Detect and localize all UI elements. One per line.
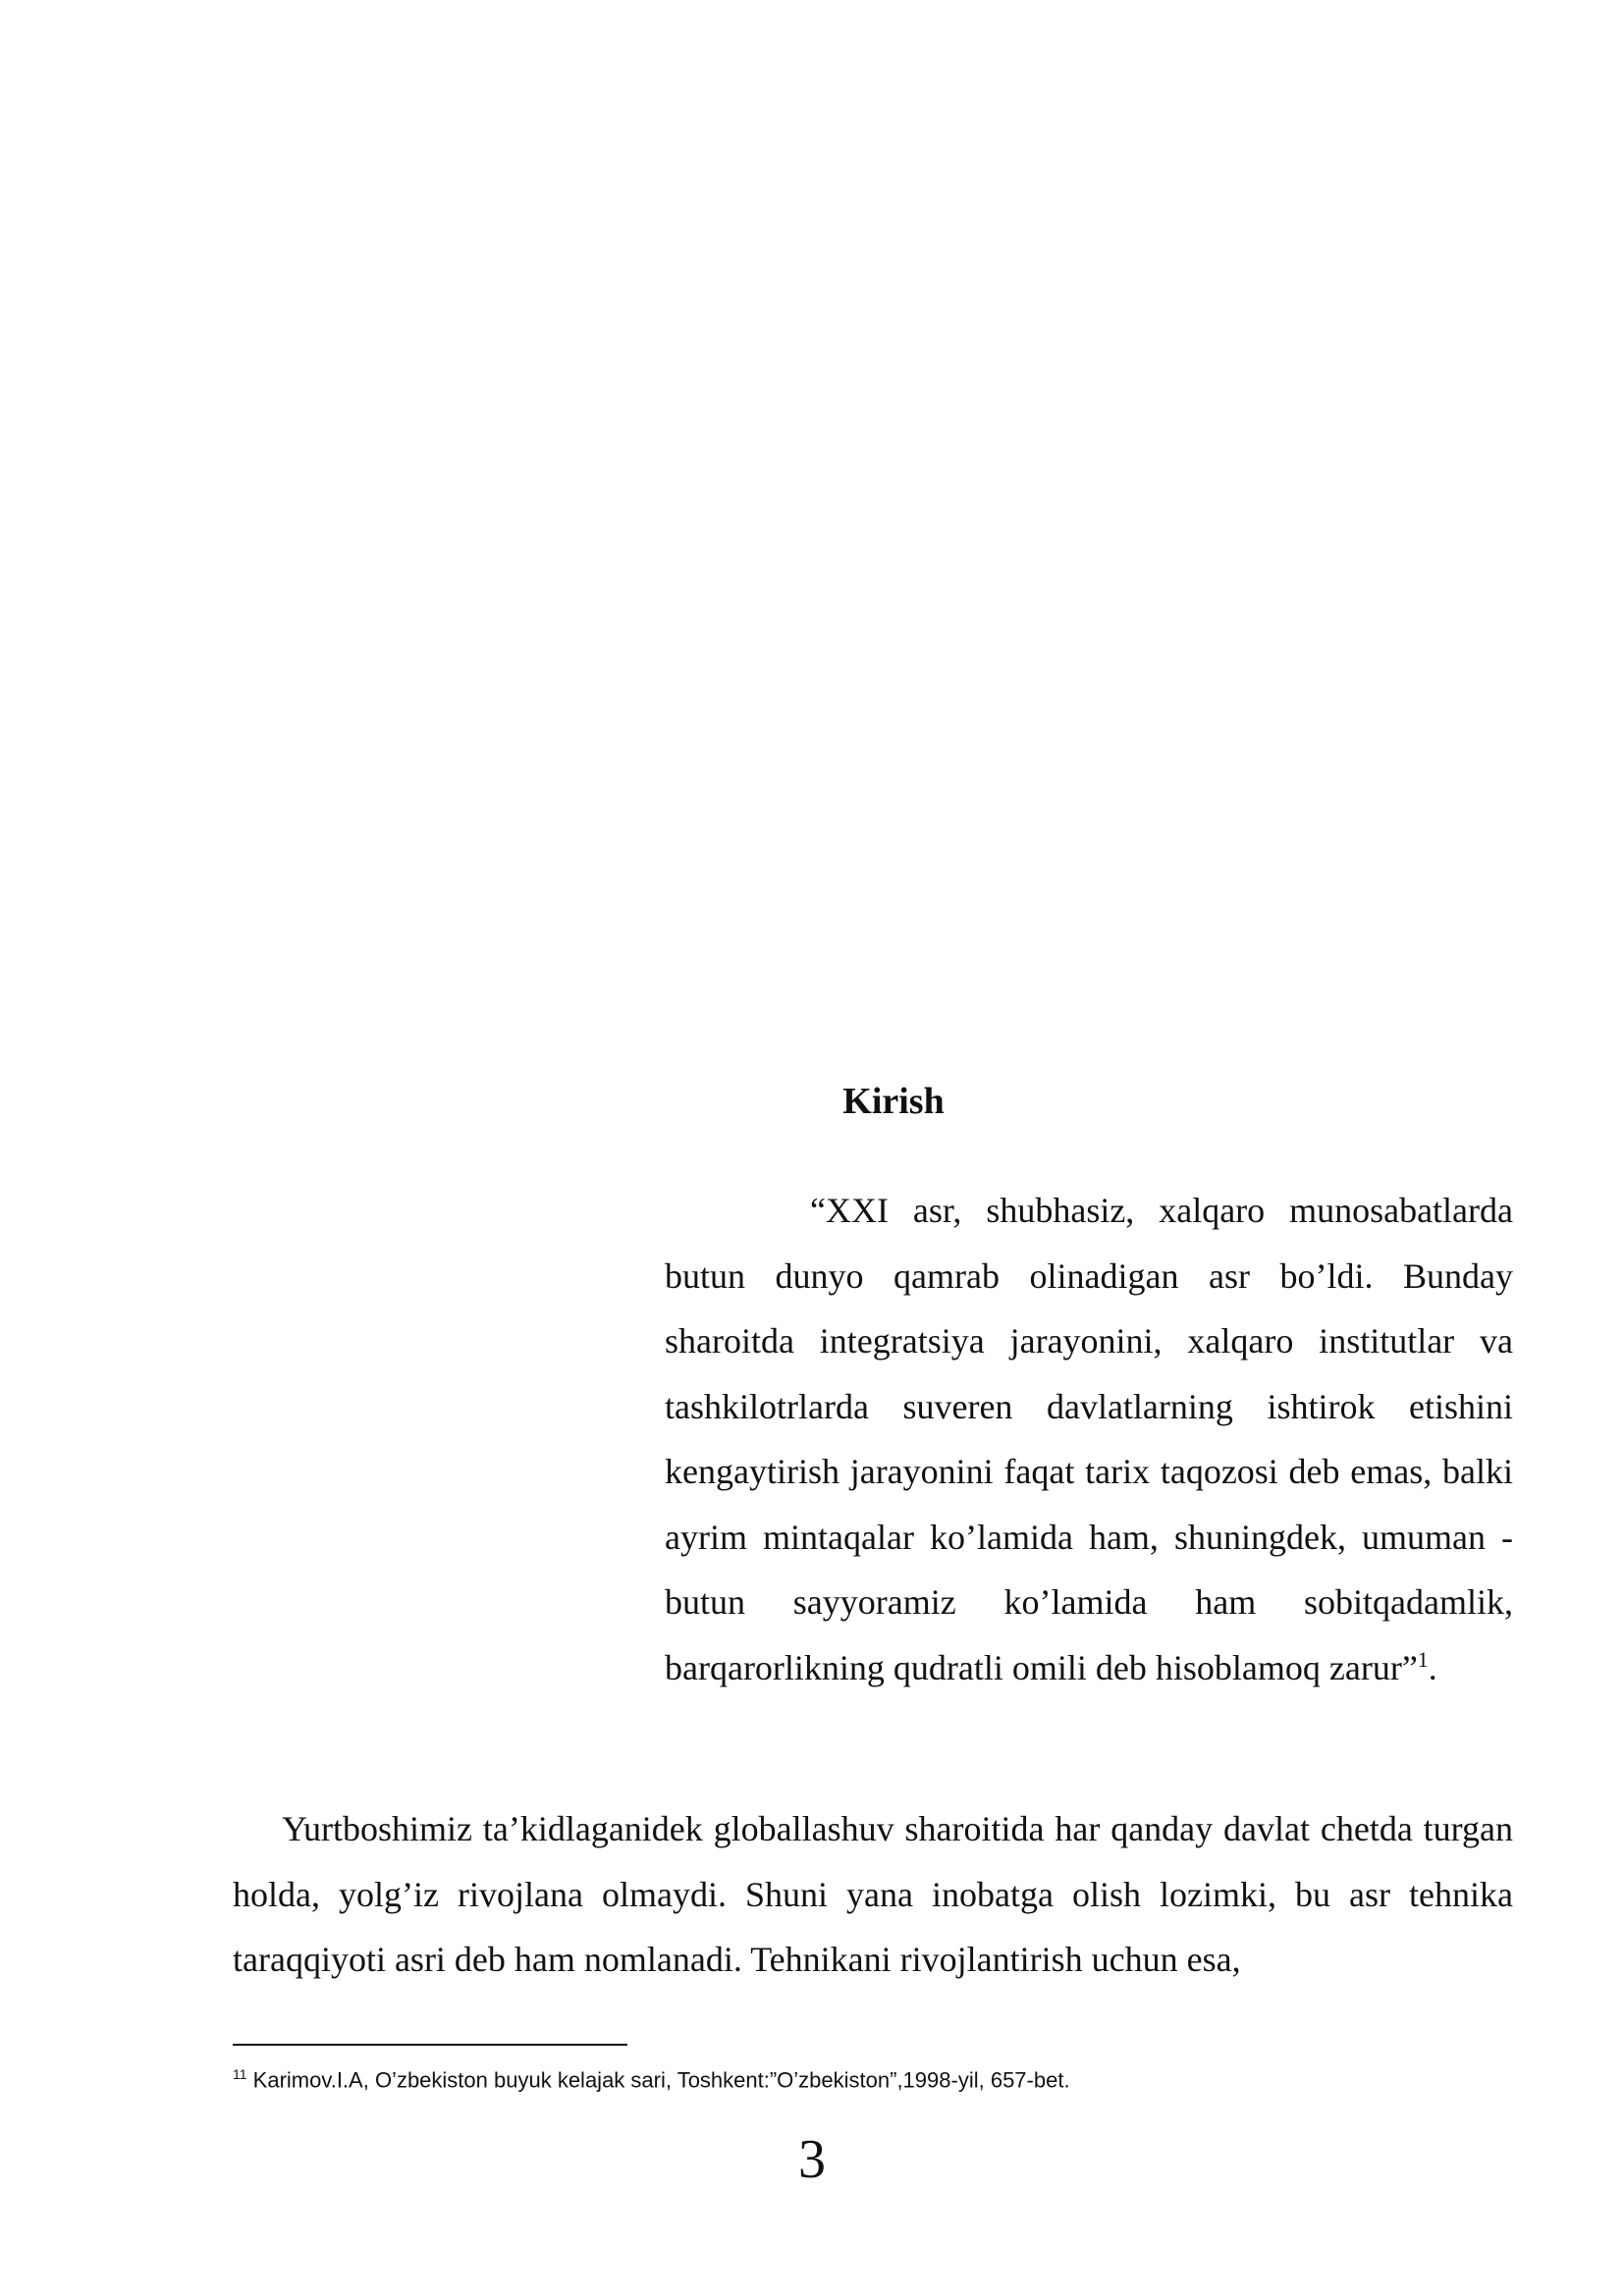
footnote-text: Karimov.I.A, O’zbekiston buyuk kelajak sari, Toshkent:”O’zbekiston”,1998-yil, 657-bet. — [246, 2067, 1070, 2093]
footnote-marker: 11 — [233, 2066, 247, 2082]
section-heading: Kirish — [842, 1081, 945, 1122]
footnote-separator — [233, 2044, 627, 2046]
quote-end: . — [1428, 1647, 1437, 1687]
footnote — [233, 2059, 1513, 2095]
body-paragraph: Yurtboshimiz ta’kidlaganidek globallashuv sharoitida har qanday davlat chetda turgan holda, yolg’iz rivojlana olmaydi. Shuni yana inobatga olish lozimki, bu asr tehnika taraqqiyoti asri deb ham nomlanadi. Tehnikani rivojlantirish uchun esa, — [233, 1809, 1513, 1979]
quote-text: “XXI asr, shubhasiz, xalqaro munosabatlarda butun dunyo qamrab olinadigan asr bo’ldi. Bunday sharoitda integratsiya jarayonini, xalqaro institutlar va tashkilotrlarda suveren davlatlarning ishtirok etishini kengaytirish jarayonini faqat tarix taqozosi deb emas, balki ayrim mintaqalar ko’lamida ham, shuningdek, umuman - butun sayyoramiz ko’lamida ham sobitqadamlik, barqarorlikning qudratli omili deb hisoblamoq zarur” — [665, 1191, 1513, 1687]
epigraph-quote — [665, 1178, 1513, 1700]
footnote-reference[interactable]: 1 — [1417, 1646, 1429, 1672]
page-number: 3 — [798, 2129, 826, 2190]
